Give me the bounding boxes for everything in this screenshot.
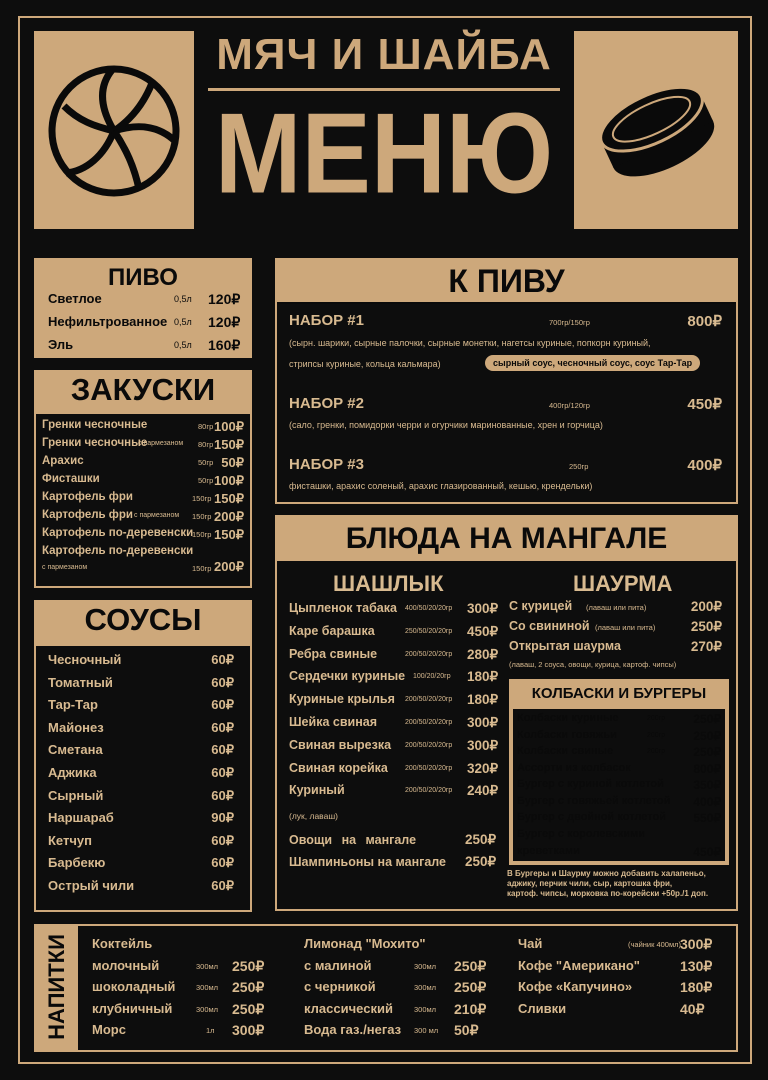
- sauce-item-price: 60₽: [211, 832, 234, 848]
- set-description: фисташки, арахис соленый, арахис глазированный, кешью, крендельки): [289, 481, 593, 491]
- beer-title: ПИВО: [108, 264, 178, 291]
- sauce-item-name: Наршараб: [48, 810, 114, 826]
- snack-item-weight: 150гр: [192, 530, 212, 539]
- snack-item-name: Гренки чесночные: [42, 419, 148, 431]
- shashlik-item-weight: 400/50/20/20гр: [405, 605, 453, 612]
- set-name: НАБОР #1: [289, 312, 364, 329]
- snack-item-price: 200₽: [214, 509, 244, 524]
- drink-item-price: 300₽: [680, 936, 713, 952]
- drink-item-name: Морс: [92, 1022, 126, 1037]
- shashlik-item-name: Свиная корейка: [289, 760, 388, 775]
- shashlik-item-price: 320₽: [467, 760, 499, 776]
- sauce-item-name: Томатный: [48, 674, 113, 690]
- puck-panel: [574, 31, 738, 229]
- snack-item-name: Картофель по-деревенски: [42, 545, 194, 557]
- drink-item-volume: (чайник 400мл): [628, 940, 682, 949]
- sauce-item-price: 90₽: [211, 810, 234, 826]
- sauces-title: СОУСЫ: [84, 602, 202, 637]
- snacks-title: ЗАКУСКИ: [70, 372, 216, 407]
- drink-item-price: 250₽: [232, 1000, 265, 1017]
- beer-item-name: Нефильтрованное: [48, 314, 168, 329]
- burger-item-name: Бургер с говяжьей котлетой: [517, 794, 671, 807]
- drinks-group-head: Коктейль: [92, 936, 153, 951]
- burger-item-weight: 200гр: [647, 731, 666, 739]
- drink-item-name: Сливки: [518, 1000, 567, 1016]
- shashlik-item-price: 300₽: [467, 601, 499, 616]
- kpivu-title: К ПИВУ: [448, 263, 565, 299]
- shashlik-item-weight: 100/20/20гр: [413, 673, 451, 681]
- shashlik-item-price: 280₽: [467, 646, 499, 662]
- burger-item-weight: 200гр: [647, 715, 666, 722]
- drinks-title: НАПИТКИ: [44, 934, 69, 1040]
- drink-item-volume: 300мл: [414, 1004, 437, 1014]
- drink-item-volume: 1л: [206, 1026, 215, 1035]
- drink-item-name: шоколадный: [92, 979, 176, 994]
- burgers-list: [513, 709, 725, 861]
- sauce-item-price: 60₽: [211, 878, 234, 893]
- shashlik-item-weight: 200/50/20/20гр: [405, 741, 453, 749]
- drink-item-price: 50₽: [454, 1022, 479, 1038]
- sauce-item-price: 60₽: [211, 697, 234, 713]
- shashlik-item-weight: 250/50/20/20гр: [405, 627, 453, 635]
- shaurma-item-price: 250₽: [690, 619, 722, 634]
- drink-item-price: 210₽: [454, 1000, 487, 1017]
- burger-item-price: 250₽: [693, 728, 721, 743]
- drinks-label-panel: [36, 926, 78, 1050]
- sauce-item-name: Кетчуп: [48, 832, 92, 848]
- shaurma-item-note: (лаваш или пита): [595, 623, 656, 632]
- burger-item-price: 550₽: [693, 811, 721, 825]
- burger-item-price: 250₽: [693, 712, 721, 726]
- burger-item-name: Ассорти из колбасок: [517, 761, 631, 774]
- beer-item-price: 160₽: [208, 337, 241, 353]
- set-weight: 400гр/120гр: [549, 401, 590, 410]
- mush-price: 250₽: [465, 854, 497, 869]
- sauce-item-price: 60₽: [211, 719, 234, 735]
- shaurma-open-note: (лаваш, 2 соуса, овощи, курица, картоф. чипсы): [509, 660, 677, 669]
- shaurma-item-note: (лаваш или пита): [586, 603, 647, 612]
- burger-item-name: Бургер с двойной котлетой: [517, 811, 666, 823]
- set-price: 800₽: [687, 313, 722, 330]
- shashlik-item-name: Куриный: [289, 783, 345, 798]
- drink-item-volume: 300мл: [196, 1004, 219, 1014]
- shashlik-item-price: 180₽: [467, 669, 499, 685]
- menu-title: МЕНЮ: [214, 90, 554, 218]
- set-price: 400₽: [687, 457, 722, 474]
- burger-item-name: креветками: [517, 845, 580, 857]
- drink-item-name: с черникой: [304, 979, 376, 994]
- beer-item-name: Светлое: [48, 291, 102, 306]
- snack-item-price: 150₽: [214, 527, 244, 542]
- set-description: стрипсы куриные, кольца кальмара): [289, 359, 441, 369]
- beer-item-volume: 0,5л: [174, 294, 192, 304]
- burger-item-price: 400₽: [693, 794, 721, 809]
- snacks-header: [34, 370, 252, 412]
- burger-item-price: 350₽: [693, 778, 721, 792]
- sauce-item-name: Тар-Тар: [48, 697, 98, 713]
- shashlik-item-name: Куриные крылья: [289, 692, 395, 707]
- burger-item-name: Колбаски куриные: [517, 712, 619, 724]
- drinks-group-head: Лимонад "Мохито": [304, 936, 426, 951]
- drink-item-volume: 300мл: [196, 961, 219, 971]
- snack-item-note: с пармезаном: [42, 564, 88, 571]
- beer-item-volume: 0,5л: [174, 317, 192, 327]
- drink-item-volume: 300мл: [196, 983, 219, 992]
- snack-item-price: 200₽: [214, 559, 244, 574]
- shashlik-item-name: Сердечки куриные: [289, 669, 406, 684]
- beer-item-name: Эль: [48, 337, 74, 352]
- drink-item-name: Вода газ./негаз: [304, 1022, 402, 1037]
- shashlik-item-price: 300₽: [467, 715, 499, 730]
- shashlik-item-name: Каре барашка: [289, 623, 375, 638]
- burger-item-name: Колбаски свиные: [517, 745, 614, 757]
- veg-price: 250₽: [465, 832, 497, 847]
- burger-item-weight: 200гр: [647, 748, 666, 755]
- burger-item-price: 250₽: [693, 745, 721, 759]
- burger-item-price: 450₽: [693, 845, 721, 859]
- shashlik-item-name: Шейка свиная: [289, 715, 377, 729]
- drink-item-name: Кофе "Американо": [518, 957, 640, 973]
- set-description: (сало, гренки, помидорки черри и огурчики маринованные, хрен и горчица): [289, 420, 603, 430]
- veg-name: Овощи на мангале: [289, 833, 417, 847]
- shashlik-item-weight: 200/50/20/20гр: [405, 696, 453, 704]
- sauce-item-name: Майонез: [48, 719, 104, 735]
- snack-item-weight: 80гр: [198, 422, 214, 431]
- extras-note-line: аджику, перчик чили, сыр, картошка фри,: [507, 879, 673, 888]
- set-description: (сырн. шарики, сырные палочки, сырные монетки, нагетсы куриные, попкорн куриный,: [289, 338, 651, 348]
- drink-item-name: молочный: [92, 957, 160, 973]
- snack-item-name: Фисташки: [42, 473, 100, 485]
- extras-note-line: картоф. чипсы, морковка по-корейски +50р./1 доп.: [507, 889, 709, 898]
- extras-note-line: В Бургеры и Шаурму можно добавить халапеньо,: [507, 869, 706, 878]
- hockey-puck-icon: [592, 76, 722, 186]
- mush-name: Шампиньоны на мангале: [289, 855, 447, 869]
- shaurma-item-name: Со свининой: [509, 619, 590, 633]
- drink-item-name: с малиной: [304, 957, 372, 973]
- ball-panel: [34, 31, 194, 229]
- snack-item-weight: 50гр: [198, 476, 214, 485]
- burger-item-name: Колбаски говяжьи: [517, 728, 617, 741]
- grill-header: [277, 517, 736, 561]
- shashlik-title: ШАШЛЫК: [333, 571, 444, 596]
- shashlik-item-price: 180₽: [467, 692, 499, 708]
- drink-item-volume: 300мл: [414, 961, 437, 971]
- shashlik-item-price: 240₽: [467, 783, 499, 799]
- burger-item-name: Бургер с куриной котлетой: [517, 778, 664, 790]
- shashlik-item-name: Свиная вырезка: [289, 737, 392, 752]
- shashlik-item-price: 450₽: [467, 623, 499, 639]
- sauces-section: [34, 644, 252, 912]
- drink-item-price: 250₽: [232, 979, 265, 995]
- set-name: НАБОР #3: [289, 456, 364, 473]
- burgers-section: [509, 679, 729, 865]
- shashlik-item-weight: 200/50/20/20гр: [405, 764, 453, 772]
- set-name: НАБОР #2: [289, 395, 364, 412]
- drink-item-name: Кофе «Капучино»: [518, 979, 633, 994]
- burger-item-price: 800₽: [693, 761, 721, 776]
- snack-item-weight: 50гр: [198, 458, 214, 467]
- sauce-item-price: 60₽: [211, 765, 234, 780]
- kpivu-header: [277, 260, 736, 304]
- shashlik-item-price: 300₽: [467, 737, 499, 753]
- shaurma-title: ШАУРМА: [573, 571, 673, 596]
- drink-item-name: классический: [304, 1000, 393, 1016]
- snack-item-name: Арахис: [42, 455, 84, 467]
- sauce-item-name: Сырный: [48, 787, 104, 803]
- shaurma-item-name: Открытая шаурма: [509, 639, 621, 653]
- drink-item-volume: 300мл: [414, 983, 437, 992]
- drink-item-price: 180₽: [680, 979, 713, 995]
- restaurant-name: МЯЧ И ШАЙБА: [216, 30, 552, 79]
- snack-item-weight: 150гр: [192, 512, 212, 521]
- snack-item-name: Картофель фри: [42, 491, 133, 503]
- shashlik-item-name: Цыпленок табака: [289, 601, 397, 615]
- drink-item-price: 250₽: [454, 979, 487, 995]
- snack-item-price: 100₽: [214, 419, 244, 434]
- shashlik-item-name: Ребра свиные: [289, 646, 378, 661]
- shashlik-item-weight: 200/50/20/20гр: [405, 719, 453, 726]
- burger-item-name: Бургер с королевскими: [517, 828, 646, 840]
- set-weight: 700гр/150гр: [549, 318, 590, 327]
- sauce-item-name: Аджика: [48, 765, 97, 780]
- snack-item-weight: 80гр: [198, 440, 214, 449]
- grill-title: БЛЮДА НА МАНГАЛЕ: [345, 522, 668, 555]
- snack-item-note: с пармезаном: [134, 512, 180, 519]
- drinks-section: [34, 924, 738, 1052]
- sauce-item-name: Чесночный: [48, 652, 122, 667]
- drink-item-price: 300₽: [232, 1022, 265, 1038]
- snack-item-price: 100₽: [214, 473, 244, 488]
- drink-item-price: 250₽: [454, 957, 487, 974]
- drink-item-name: Чай: [518, 936, 543, 951]
- sauce-item-name: Острый чили: [48, 878, 135, 893]
- beer-item-price: 120₽: [208, 314, 241, 330]
- snack-item-name: Гренки чесночные: [42, 437, 148, 449]
- drink-item-price: 130₽: [680, 957, 713, 974]
- chicken-note: (лук, лаваш): [289, 811, 338, 821]
- sauce-item-price: 60₽: [211, 652, 234, 667]
- snack-item-price: 150₽: [214, 491, 244, 506]
- sauce-item-price: 60₽: [211, 742, 234, 758]
- shaurma-item-name: С курицей: [509, 599, 573, 613]
- grill-section: [275, 515, 738, 911]
- shashlik-item-weight: 200/50/20/20гр: [405, 650, 453, 658]
- beer-item-price: 120₽: [208, 291, 241, 307]
- shaurma-item-price: 270₽: [690, 639, 722, 654]
- drink-item-volume: 300 мл: [414, 1026, 439, 1035]
- volleyball-icon: [44, 61, 184, 201]
- snack-item-weight: 150гр: [192, 494, 212, 503]
- beer-section: [34, 258, 252, 358]
- shashlik-item-weight: 200/50/20/20гр: [405, 787, 453, 795]
- sauce-item-price: 60₽: [211, 674, 234, 690]
- extras-note: [507, 869, 733, 899]
- drink-item-name: клубничный: [92, 1000, 173, 1016]
- burgers-title: КОЛБАСКИ И БУРГЕРЫ: [531, 685, 707, 702]
- drink-item-price: 40₽: [680, 1000, 705, 1017]
- set-price: 450₽: [687, 396, 722, 413]
- kpivu-section: [275, 258, 738, 504]
- snack-item-price: 50₽: [221, 455, 244, 470]
- beer-item-volume: 0,5л: [174, 340, 192, 350]
- snack-item-note: с пармезаном: [138, 440, 184, 447]
- snack-item-weight: 150гр: [192, 564, 212, 573]
- sauce-item-name: Сметана: [48, 742, 103, 758]
- sauce-badge: сырный соус, чесночный соус, соус Тар-Тар: [485, 355, 700, 371]
- drink-item-price: 250₽: [232, 957, 265, 974]
- snack-item-price: 150₽: [214, 437, 244, 452]
- snack-item-name: Картофель по-деревенски: [42, 527, 194, 539]
- sauce-item-price: 60₽: [211, 855, 234, 871]
- set-weight: 250гр: [569, 462, 589, 471]
- sauces-header: [34, 600, 252, 644]
- snacks-section: [34, 412, 252, 588]
- sauce-item-name: Барбекю: [48, 855, 106, 871]
- sauce-item-price: 60₽: [211, 787, 234, 803]
- shaurma-item-price: 200₽: [690, 599, 722, 614]
- snack-item-name: Картофель фри: [42, 509, 133, 521]
